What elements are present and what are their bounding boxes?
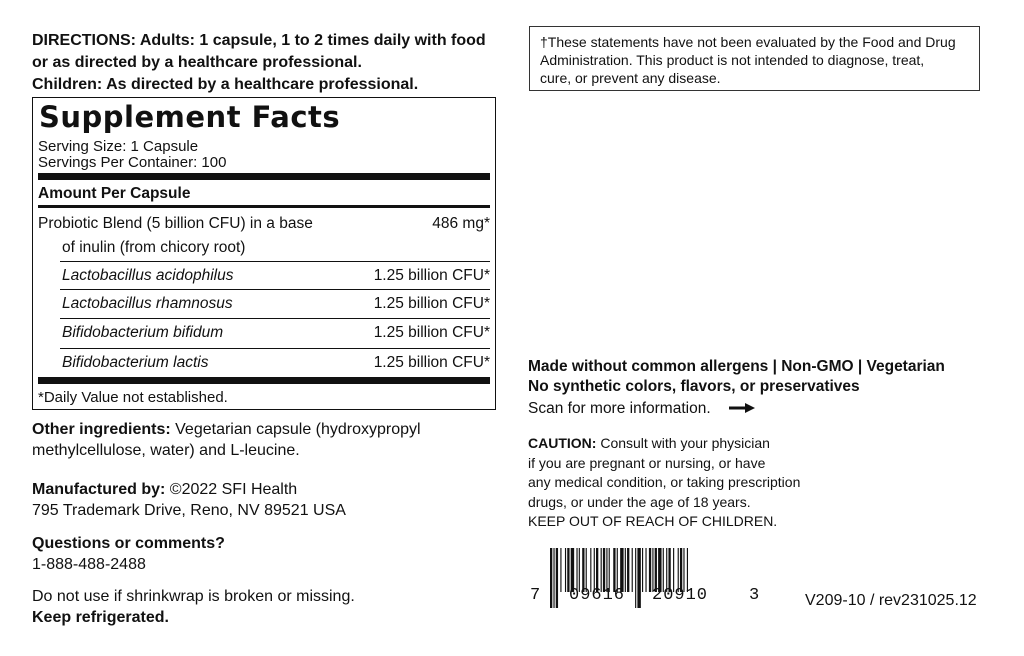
directions [32,30,502,96]
divider-thick [38,377,490,384]
strain-amount: 1.25 billion CFU* [373,295,490,312]
divider-thin [60,289,490,290]
scan-text: Scan for more information. [528,400,711,418]
strain-amount: 1.25 billion CFU* [373,267,490,284]
blend-name-cont: of inulin (from chicory root) [62,239,246,256]
barcode-digits-group2: 20910 [652,586,709,605]
manufacturer-copyright: ©2022 SFI Health [165,481,298,498]
questions [32,533,225,575]
caution-text: if you are pregnant or nursing, or have [528,454,766,471]
directions-adults-cont: or as directed by a healthcare professional. [32,54,362,71]
claims [528,357,998,419]
facts-title: Supplement Facts [39,100,341,134]
divider-thin [60,318,490,319]
barcode-left-digit: 7 [530,586,541,605]
caution-keep-out: KEEP OUT OF REACH OF CHILDREN. [528,513,778,529]
questions-phone: 1-888-488-2488 [32,556,146,573]
divider-medium [38,205,490,208]
other-ingredients-label: Other ingredients: [32,421,171,438]
disclaimer-line: †These statements have not been evaluated by the Food and Drug [540,34,956,50]
supplement-facts-panel [32,97,496,410]
manufacturer-address: 795 Trademark Drive, Reno, NV 89521 USA [32,502,346,519]
manufacturer [32,479,502,521]
other-ingredients [32,419,502,461]
serving-size: Serving Size: 1 Capsule [38,138,199,155]
strain-name: Lactobacillus rhamnosus [62,295,233,312]
caution [528,434,848,532]
strain-name: Bifidobacterium lactis [62,354,209,371]
fda-disclaimer-box [529,26,980,91]
claims-synthetic: No synthetic colors, flavors, or preservatives [528,378,860,395]
other-ingredients-text-cont: methylcellulose, water) and L-leucine. [32,442,300,459]
caution-text: Consult with your physician [596,435,770,451]
caution-text: any medical condition, or taking prescription [528,474,801,490]
strain-amount: 1.25 billion CFU* [373,354,490,371]
divider-thin [60,261,490,262]
version-code: V209-10 / rev231025.12 [805,592,977,609]
barcode-digits-group1: 09616 [569,586,626,605]
claims-allergens: Made without common allergens | Non-GMO | Vegetarian [528,358,945,375]
shrinkwrap-warning: Do not use if shrinkwrap is broken or missing. [32,588,355,605]
manufacturer-label: Manufactured by: [32,481,166,498]
strain-name: Bifidobacterium bifidum [62,324,224,341]
directions-children: Children: As directed by a healthcare professional. [32,76,419,93]
directions-adults: DIRECTIONS: Adults: 1 capsule, 1 to 2 times daily with food [32,32,486,49]
disclaimer-line: Administration. This product is not intended to diagnose, treat, [540,52,925,68]
caution-text: drugs, or under the age of 18 years. [528,493,751,510]
strain-name: Lactobacillus acidophilus [62,267,234,284]
disclaimer-line: cure, or prevent any disease. [540,70,721,86]
arrow-right-icon [729,399,755,419]
strain-amount: 1.25 billion CFU* [373,324,490,341]
caution-label: CAUTION: [528,435,597,451]
servings-per-container: Servings Per Container: 100 [38,154,227,171]
facts-footnote: *Daily Value not established. [38,389,228,406]
blend-amount: 486 mg* [432,215,490,232]
refrigerate-note: Keep refrigerated. [32,609,169,626]
other-ingredients-text: Vegetarian capsule (hydroxypropyl [170,421,421,438]
divider-thin [60,348,490,349]
barcode-right-digit: 3 [749,586,760,605]
amount-per-capsule-header: Amount Per Capsule [38,185,191,202]
storage [32,586,355,628]
divider-thick [38,173,490,180]
questions-label: Questions or comments? [32,535,225,552]
blend-name: Probiotic Blend (5 billion CFU) in a base [38,215,313,232]
